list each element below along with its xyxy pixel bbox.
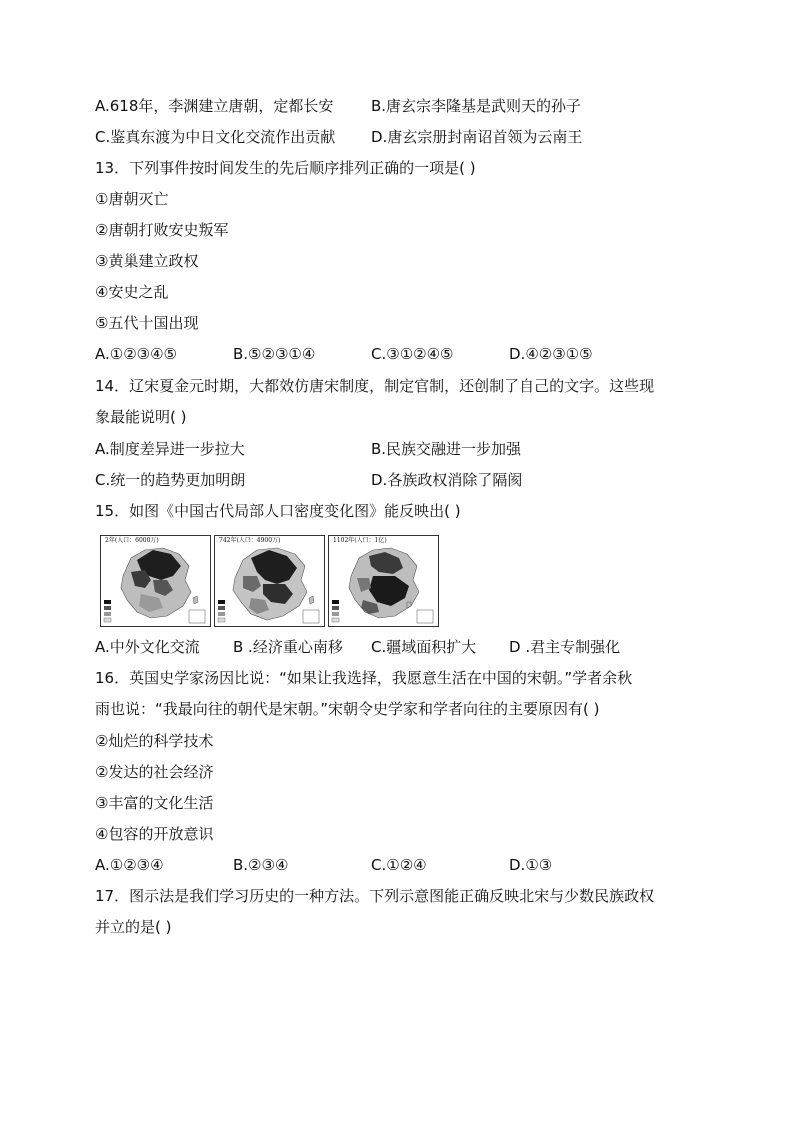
q16-stem-line1: 16．英国史学家汤因比说：“如果让我选择，我愿意生活在中国的宋朝。”学者余秋 <box>95 669 633 687</box>
q14-stem-line2: 象最能说明( ) <box>95 408 187 426</box>
china-map-icon <box>215 536 324 626</box>
q13-item-2: ②唐朝打败安史叛军 <box>95 221 229 239</box>
q16-stem-line2: 雨也说：“我最向往的朝代是宋朝。”宋朝令史学家和学者向往的主要原因有( ) <box>95 700 600 718</box>
q12-option-b: B.唐玄宗李隆基是武则天的孙子 <box>371 97 582 115</box>
q12-option-a: A.618年，李渊建立唐朝，定都长安 <box>95 97 334 115</box>
q13-item-1: ①唐朝灭亡 <box>95 190 169 208</box>
q14-option-b: B.民族交融进一步加强 <box>371 440 522 458</box>
q16-option-a: A.①②③④ <box>95 856 164 874</box>
population-density-maps <box>100 535 440 627</box>
q15-stem: 15．如图《中国古代局部人口密度变化图》能反映出( ) <box>95 502 461 520</box>
q13-option-d: D.④②③①⑤ <box>509 345 593 363</box>
map-label: 2年(人口：6000万) <box>105 537 159 544</box>
population-map-742 <box>214 535 325 627</box>
china-map-icon <box>101 536 210 626</box>
q14-option-d: D.各族政权消除了隔阂 <box>371 471 523 489</box>
q16-option-c: C.①②④ <box>371 856 427 874</box>
q13-option-b: B.⑤②③①④ <box>233 345 316 363</box>
q16-item-3: ③丰富的文化生活 <box>95 794 214 812</box>
population-map-1102 <box>328 535 439 627</box>
q13-item-4: ④安史之乱 <box>95 283 169 301</box>
q12-option-d: D.唐玄宗册封南诏首领为云南王 <box>371 128 583 146</box>
q15-option-b: B .经济重心南移 <box>233 638 343 656</box>
q16-option-d: D.①③ <box>509 856 553 874</box>
q17-stem-line1: 17．图示法是我们学习历史的一种方法。下列示意图能正确反映北宋与少数民族政权 <box>95 887 655 905</box>
map-label: 742年(人口：4900万) <box>219 537 281 544</box>
q16-item-4: ④包容的开放意识 <box>95 825 214 843</box>
q14-stem-line1: 14．辽宋夏金元时期，大都效仿唐宋制度，制定官制，还创制了自己的文字。这些现 <box>95 377 655 395</box>
china-map-icon <box>329 536 438 626</box>
q16-item-1: ②灿烂的科学技术 <box>95 732 214 750</box>
q14-option-a: A.制度差异进一步拉大 <box>95 440 245 458</box>
q15-option-a: A.中外文化交流 <box>95 638 200 656</box>
population-map-2ad <box>100 535 211 627</box>
q17-stem-line2: 并立的是( ) <box>95 918 172 936</box>
q16-item-2: ②发达的社会经济 <box>95 763 214 781</box>
q14-option-c: C.统一的趋势更加明朗 <box>95 471 246 489</box>
q12-option-c: C.鉴真东渡为中日文化交流作出贡献 <box>95 128 336 146</box>
q13-stem: 13．下列事件按时间发生的先后顺序排列正确的一项是( ) <box>95 159 476 177</box>
q16-option-b: B.②③④ <box>233 856 289 874</box>
q15-option-c: C.疆域面积扩大 <box>371 638 477 656</box>
q15-option-d: D .君主专制强化 <box>509 638 621 656</box>
map-label: 1102年(人口：1亿) <box>333 537 387 544</box>
q13-option-c: C.③①②④⑤ <box>371 345 454 363</box>
q13-item-3: ③黄巢建立政权 <box>95 252 199 270</box>
q13-item-5: ⑤五代十国出现 <box>95 314 199 332</box>
q13-option-a: A.①②③④⑤ <box>95 345 178 363</box>
